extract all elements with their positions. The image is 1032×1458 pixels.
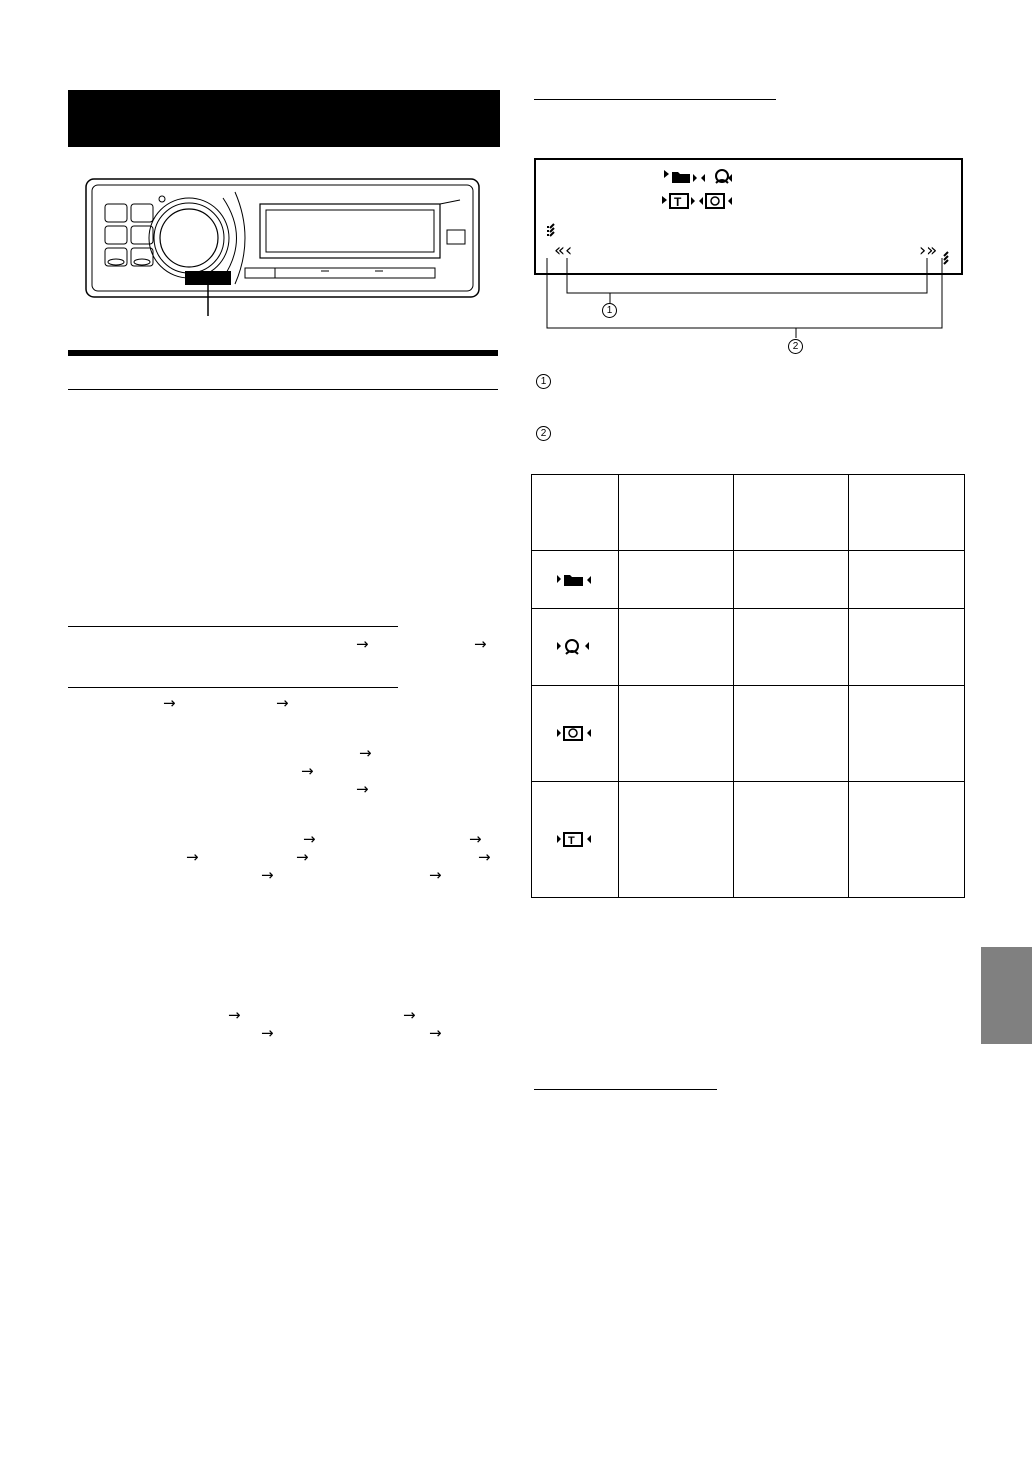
display-diagram [534,158,964,358]
sequence-arrow: → [301,762,314,780]
sequence-arrow: → [186,848,199,866]
sequence-arrow: → [469,830,482,848]
sequence-arrow: → [261,1024,274,1042]
svg-text:›»: ›» [919,240,938,261]
sequence-arrow: → [429,866,442,884]
table-row [532,686,965,782]
icon-table [531,474,965,898]
sequence-arrow: → [163,694,176,712]
side-index-tab [981,947,1032,1044]
album-icon [532,686,619,782]
note-1-number: 1 [536,374,551,389]
scroll-right-marker [919,240,948,264]
callout-1-label: 1 [602,303,617,318]
sequence-arrow: → [356,780,369,798]
folder-icon [532,551,619,609]
section-header-bar [68,90,500,147]
subsection-rule-2 [68,687,398,688]
subsection-rule-1 [68,626,398,627]
sequence-arrow: → [228,1006,241,1024]
right-heading-rule [534,99,776,100]
album-icon [706,194,732,208]
artist-icon [532,609,619,686]
artist-icon [716,170,732,183]
table-row [532,782,965,898]
sequence-arrow: → [474,635,487,653]
sequence-arrow: → [478,848,491,866]
sequence-arrow: → [356,635,369,653]
sequence-arrow: → [296,848,309,866]
head-unit-illustration [85,178,480,298]
sequence-arrow: → [429,1024,442,1042]
svg-text:T: T [567,834,575,847]
sequence-arrow: → [276,694,289,712]
svg-text:T: T [674,195,682,209]
title-icon [662,194,703,209]
svg-text:«‹: «‹ [554,240,573,261]
section-divider-thick [68,350,498,356]
title-icon [532,782,619,898]
scroll-left-marker [548,224,572,261]
table-row [532,551,965,609]
section-divider-thin [68,389,498,390]
right-subheading-rule [534,1089,717,1090]
folder-icon [664,170,705,183]
sequence-arrow: → [261,866,274,884]
note-2-number: 2 [536,426,551,441]
callout-2-label: 2 [788,339,803,354]
table-header-row [532,475,965,551]
table-row [532,609,965,686]
sequence-arrow: → [303,830,316,848]
sequence-arrow: → [403,1006,416,1024]
sequence-arrow: → [359,744,372,762]
